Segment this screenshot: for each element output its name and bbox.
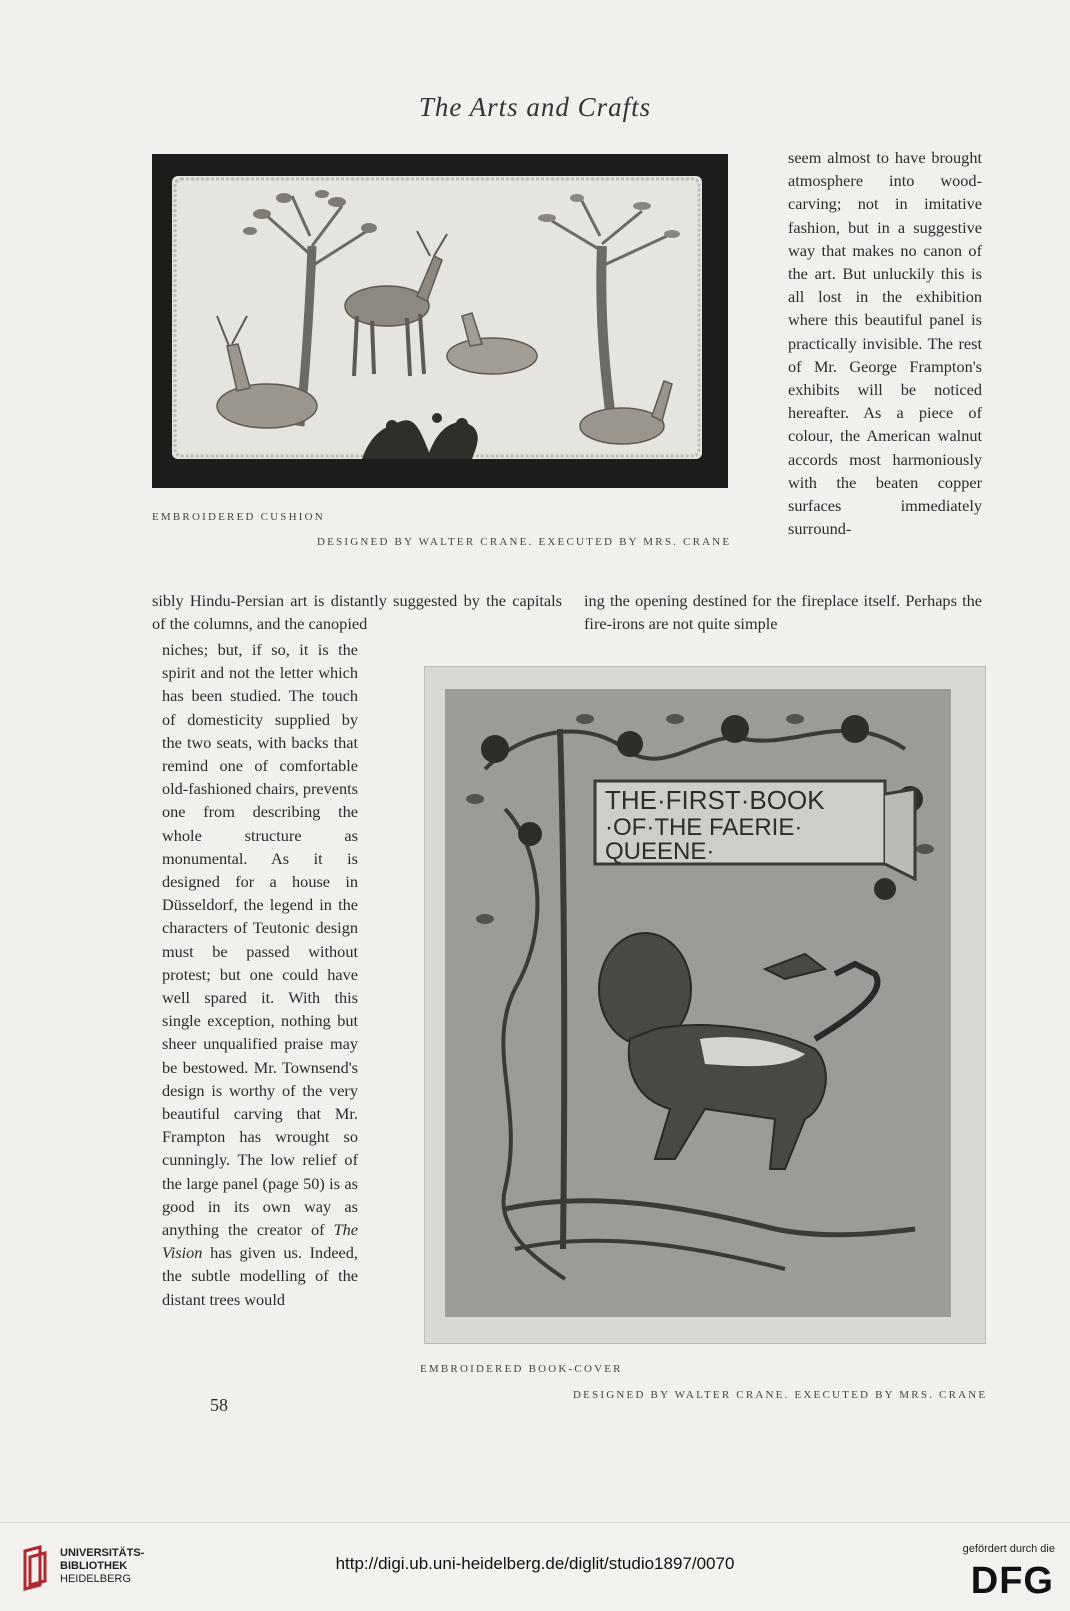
- cushion-illustration: [172, 176, 702, 459]
- figure2-caption-title: EMBROIDERED BOOK-COVER: [420, 1363, 623, 1375]
- banner-line-3: QUEENE·: [605, 838, 715, 865]
- figure2-caption-credit: DESIGNED BY WALTER CRANE. EXECUTED BY MRS. CRANE: [573, 1389, 988, 1401]
- figure-embroidered-cushion: [152, 154, 728, 488]
- left-column-text-a: niches; but, if so, it is the spirit and not the letter which has been studied. The touch of domesticity supplied by the two seats, with backs that remind one of comfortable old-fashioned chairs, prevents one from describing the whole structure as monumental. As it is designed for a house in Düsseldorf, the legend in the characters of Teutonic design must be passed without protest; but one could have well spared it. With this single exception, nothing but sheer unqualified praise may be bestowed. Mr. Townsend's design is worthy of the very beautiful carving that Mr. Frampton has wrought so cunningly. The low relief of the large panel (page 50) is as good in its own way as anything the creator of: [162, 640, 358, 1240]
- book-title-the-vision: The Vision: [162, 1220, 359, 1263]
- left-column-text-b: has given us. Indeed, the subtle modelling of the distant trees would: [162, 1243, 358, 1309]
- right-column-text: [788, 146, 982, 540]
- dfg-logo: DFG: [970, 1560, 1054, 1602]
- banner-line-2: ·OF·THE FAERIE·: [605, 814, 803, 841]
- right-column-paragraph: seem almost to have brought atmosphere into wood-carving; not in imitative fashion, but in a suggestive way that makes no canon of the art. But unluckily this is all lost in the exhibition where this beautiful panel is practically invisible. The rest of Mr. George Frampton's exhibits will be noticed hereafter. As a piece of colour, the American walnut accords most harmoniously with the beaten copper surfaces immediately surround-: [788, 148, 982, 539]
- wide-line-right: [584, 589, 982, 635]
- library-line-1: UNIVERSITÄTS-: [60, 1547, 145, 1559]
- cushion-image: [172, 176, 702, 459]
- page-number: 58: [210, 1395, 228, 1415]
- running-head: The Arts and Crafts: [418, 92, 652, 122]
- left-column-text: [162, 638, 358, 1311]
- figure1-caption-title: EMBROIDERED CUSHION: [152, 511, 325, 523]
- figure1-caption-credit: DESIGNED BY WALTER CRANE. EXECUTED BY MRS. CRANE: [317, 536, 732, 548]
- wide-line-left: [152, 589, 562, 635]
- book-cover-illustration: [445, 689, 951, 1317]
- library-line-2: BIBLIOTHEK: [60, 1560, 128, 1572]
- left-column-paragraph: [162, 638, 358, 1311]
- sponsor-label: gefördert durch die: [962, 1543, 1055, 1555]
- book-cover-image: [445, 689, 951, 1317]
- library-line-3: HEIDELBERG: [60, 1573, 131, 1585]
- figure-embroidered-book-cover: [424, 666, 986, 1344]
- wide-line-left-text: sibly Hindu-Persian art is distantly suggested by the capitals of the columns, and the canopied: [152, 591, 562, 634]
- permalink-url[interactable]: http://digi.ub.uni-heidelberg.de/diglit/studio1897/0070: [335, 1554, 735, 1573]
- banner-line-1: THE·FIRST·BOOK: [605, 785, 825, 815]
- wide-line-right-text: ing the opening destined for the fireplace itself. Perhaps the fire-irons are not quite simple: [584, 591, 982, 634]
